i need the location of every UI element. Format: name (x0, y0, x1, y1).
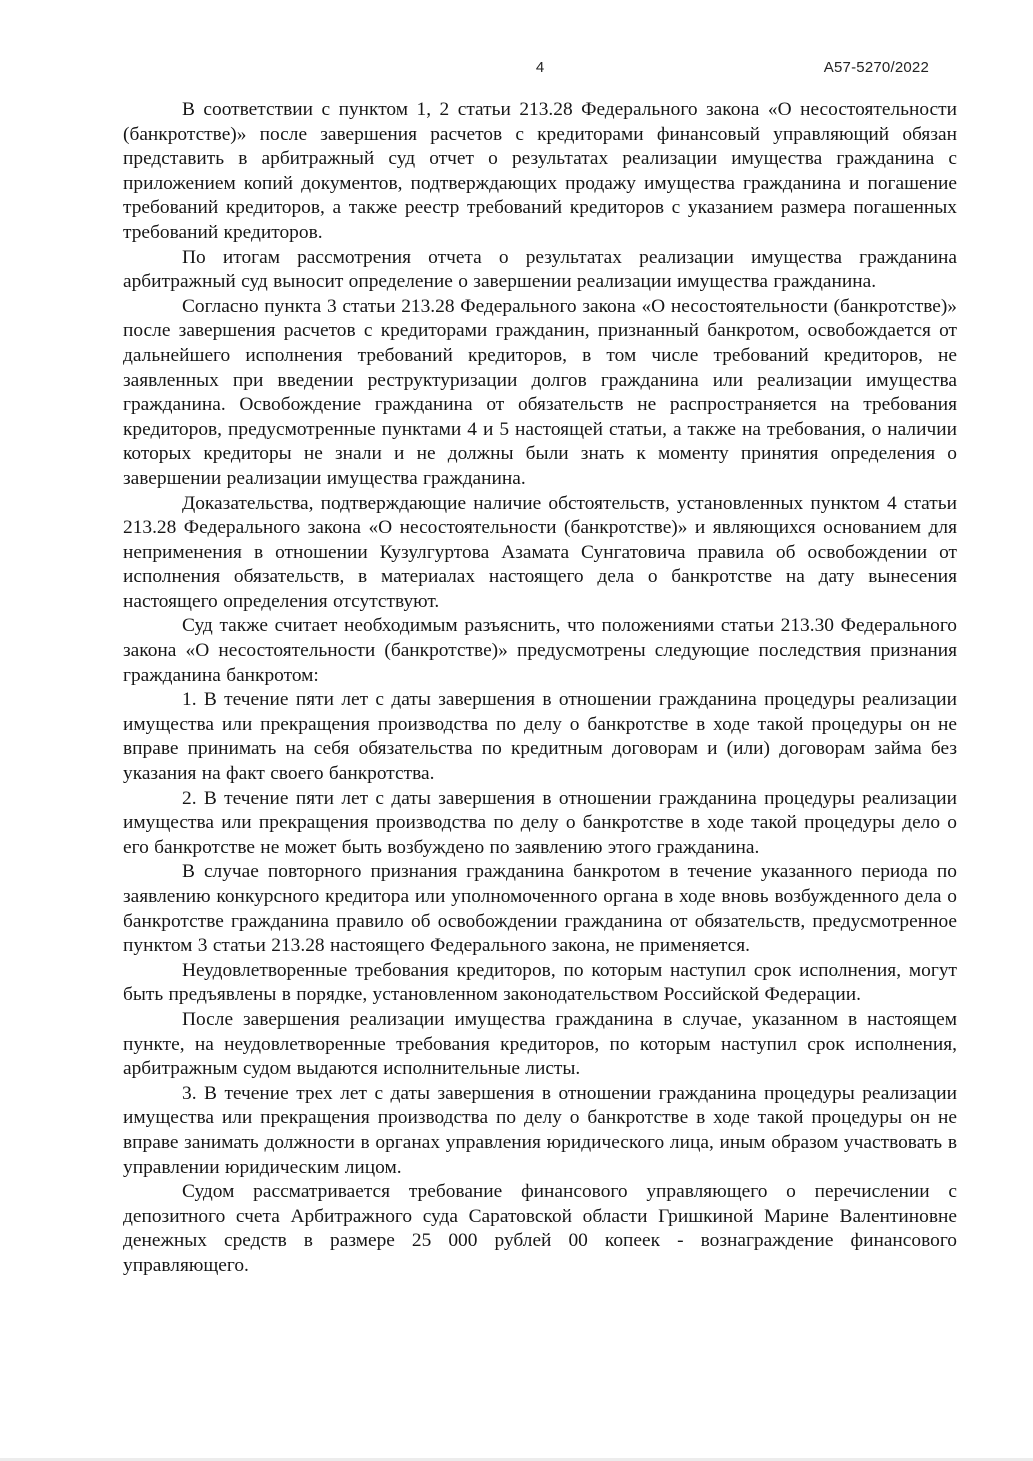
paragraph: Суд также считает необходимым разъяснить, что положениями статьи 213.30 Федерального закона «О несостоятельности (банкротстве)» предусмотрены следующие последствия признания гражданина банкротом: (123, 615, 957, 686)
case-number: А57-5270/2022 (823, 59, 929, 76)
document-body (123, 98, 957, 1279)
paragraph: 3. В течение трех лет с даты завершения в отношении гражданина процедуры реализации имущества или прекращения производства по делу о банкротстве в ходе такой процедуры он не вправе занимать должности в органах управления юридического лица, иным образом участвовать в управлении юридическим лицом. (123, 1082, 957, 1178)
paragraph: 1. В течение пяти лет с даты завершения в отношении гражданина процедуры реализации имущества или прекращения производства по делу о банкротстве в ходе такой процедуры он не вправе принимать на себя обязательства по кредитным договорам и (или) договорам займа без указания на факт своего банкротства. (123, 689, 957, 785)
paragraph: Согласно пункта 3 статьи 213.28 Федерального закона «О несостоятельности (банкротстве)» после завершения расчетов с кредиторами гражданин, признанный банкротом, освобождается от дальнейшего исполнения требований кредиторов, в том числе требований кредиторов, не заявленных при введении реструктуризации долгов гражданина или реализации имущества гражданина. Освобождение гражданина от обязательств не распространяется на требования кредиторов, предусмотренные пунктами 4 и 5 настоящей статьи, а также на требования, о наличии которых кредиторы не знали и не должны были знать к моменту принятия определения о завершении реализации имущества гражданина. (123, 295, 957, 489)
paragraph: 2. В течение пяти лет с даты завершения в отношении гражданина процедуры реализации имущества или прекращения производства по делу о банкротстве в ходе такой процедуры дело о его банкротстве не может быть возбуждено по заявлению этого гражданина. (123, 787, 957, 858)
paragraph: Судом рассматривается требование финансового управляющего о перечислении с депозитного счета Арбитражного суда Саратовской области Гришкиной Марине Валентиновне денежных средств в размере 25 000 рублей 00 копеек - вознаграждение финансового управляющего. (123, 1181, 957, 1276)
paragraph: В случае повторного признания гражданина банкротом в течение указанного периода по заявлению конкурсного кредитора или уполномоченного органа в ходе вновь возбужденного дела о банкротстве гражданина правило об освобождении гражданина от обязательств, предусмотренное пунктом 3 статьи 213.28 настоящего Федерального закона, не применяется. (123, 861, 957, 957)
page-number: 4 (535, 59, 545, 76)
paragraph: В соответствии с пунктом 1, 2 статьи 213.28 Федерального закона «О несостоятельности (банкротстве)» после завершения расчетов с кредиторами финансовый управляющий обязан представить в арбитражный суд отчет о результатах реализации имущества гражданина с приложением копий документов, подтверждающих продажу имущества гражданина и погашение требований кредиторов, а также реестр требований кредиторов с указанием размера погашенных требований кредиторов. (123, 99, 957, 243)
page-header (123, 58, 957, 78)
paragraph: После завершения реализации имущества гражданина в случае, указанном в настоящем пункте, на неудовлетворенные требования кредиторов, по которым наступил срок исполнения, арбитражным судом выдаются исполнительные листы. (123, 1008, 957, 1080)
paragraph: По итогам рассмотрения отчета о результатах реализации имущества гражданина арбитражный суд выносит определение о завершении реализации имущества гражданина. (123, 246, 957, 293)
paragraph: Доказательства, подтверждающие наличие обстоятельств, установленных пунктом 4 статьи 213.28 Федерального закона «О несостоятельности (банкротстве)» и являющихся основанием для неприменения в отношении Кузулгуртова Азамата Сунгатовича правила об освобождении от исполнения обязательств, в материалах настоящего дела о банкротстве на дату вынесения настоящего определения отсутствуют. (123, 492, 957, 612)
paragraph: Неудовлетворенные требования кредиторов, по которым наступил срок исполнения, могут быть предъявлены в порядке, установленном законодательством Российской Федерации. (123, 959, 957, 1006)
